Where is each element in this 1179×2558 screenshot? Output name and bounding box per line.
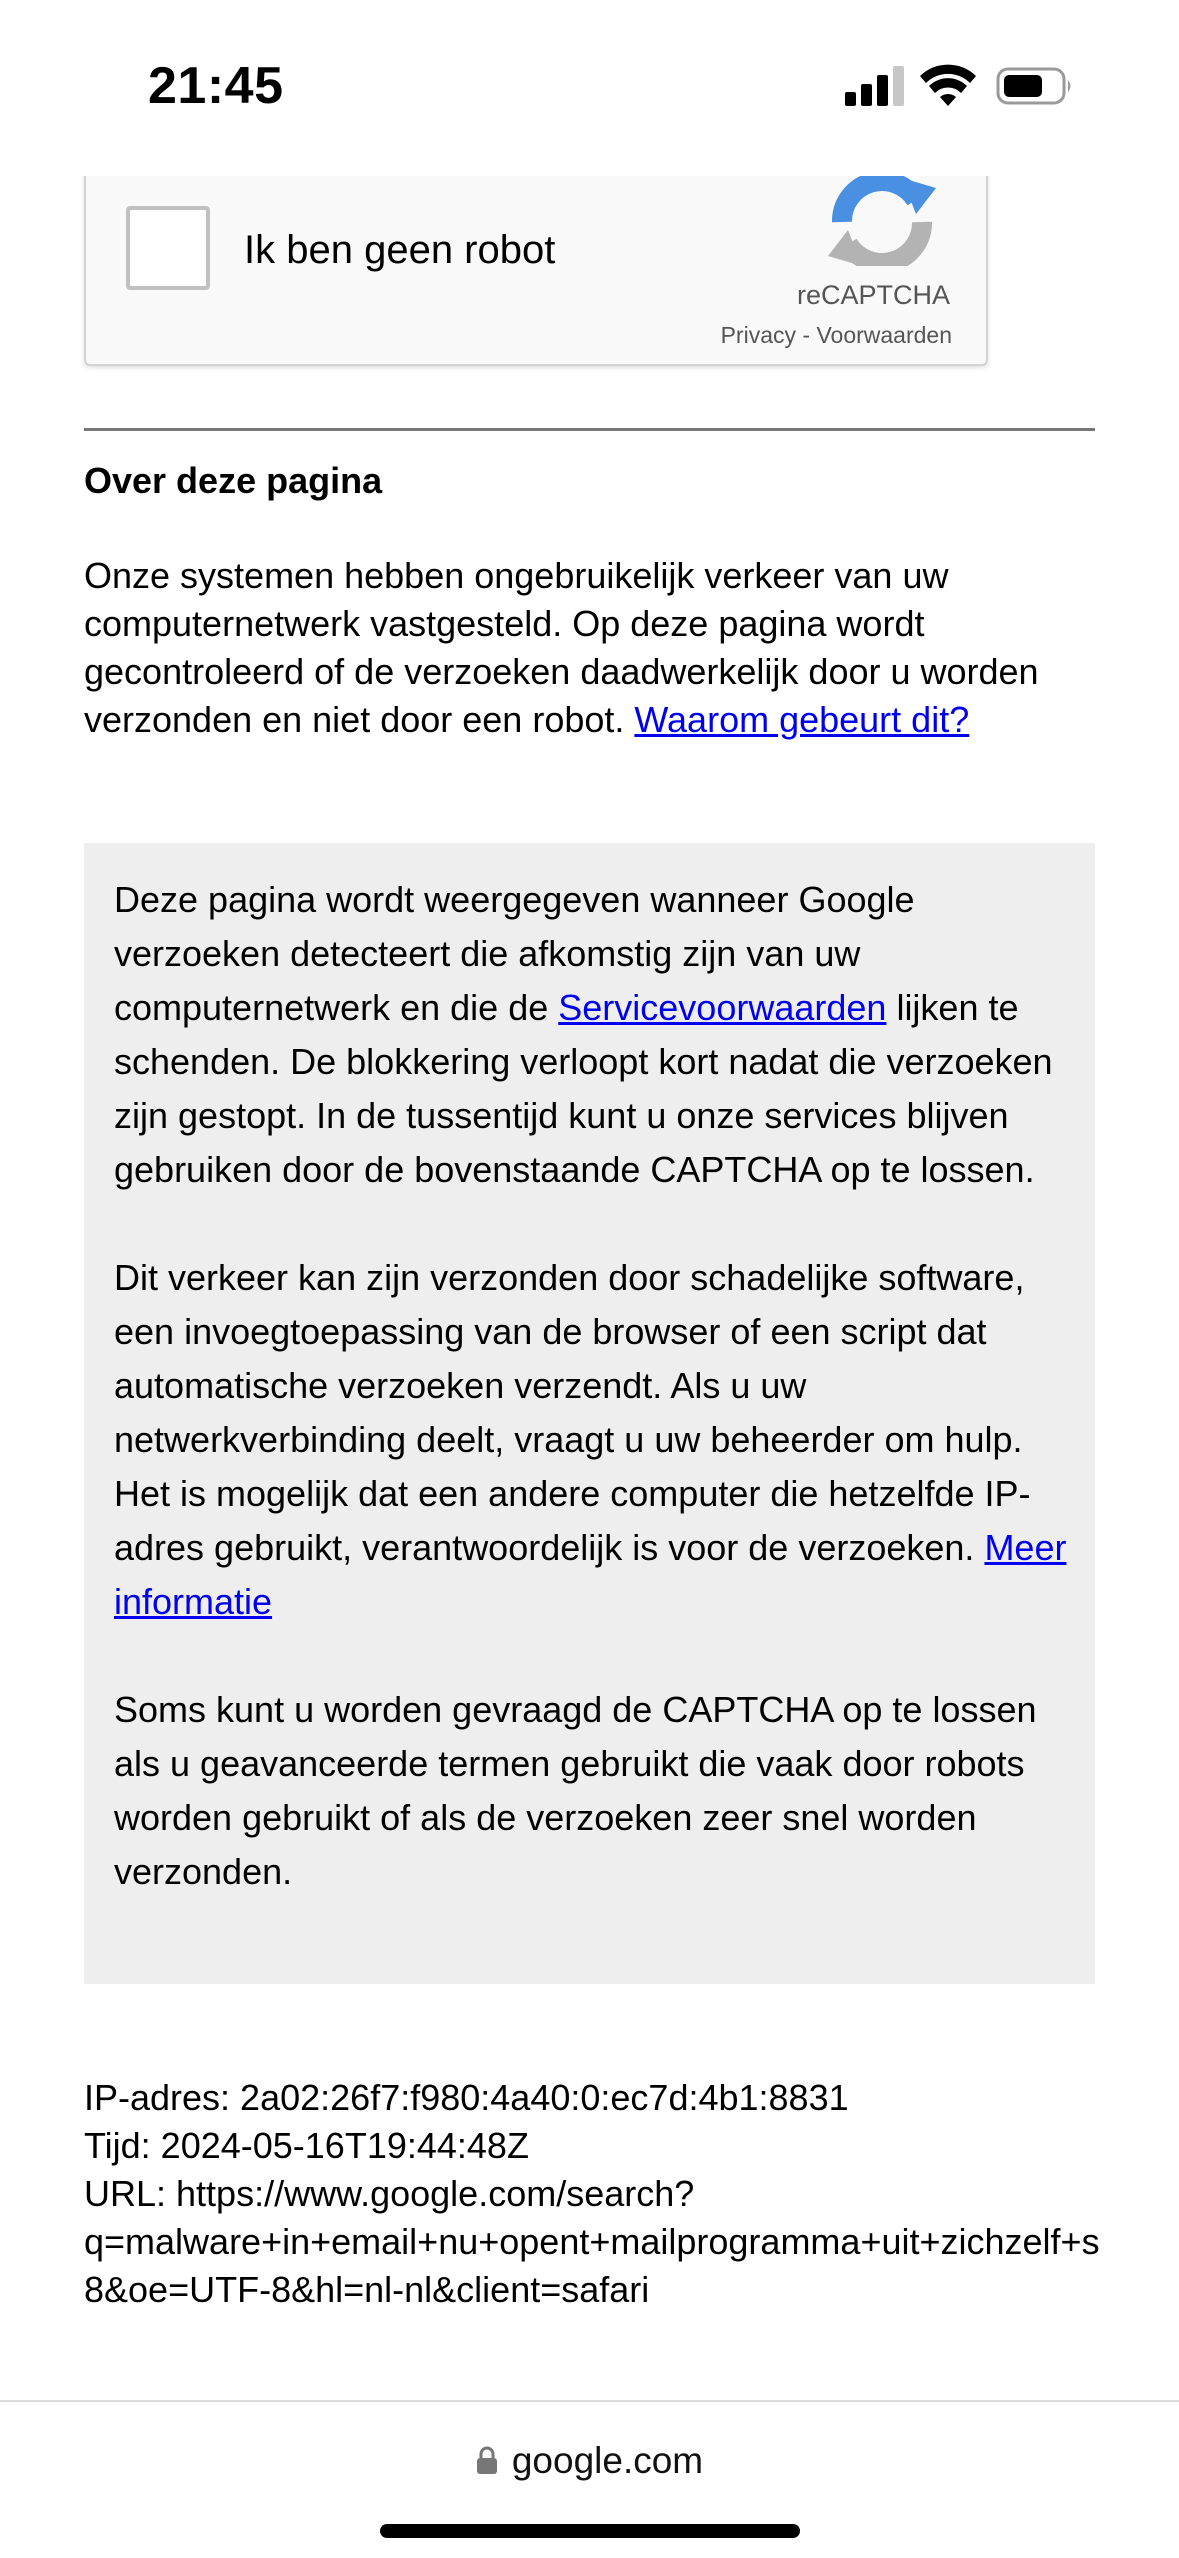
info-paragraph-2 bbox=[114, 1251, 1067, 1629]
intro-text: Onze systemen hebben ongebruikelijk verkeer van uw computernetwerk vastgesteld. Op deze pagina wordt gecontroleerd of de verzoeken daadwerkelijk door u worden verzonden en niet door een robot. bbox=[84, 555, 1039, 740]
recaptcha-link-separator: - bbox=[796, 322, 817, 348]
recaptcha-logo-icon bbox=[824, 170, 940, 266]
request-url-line-3: 8&oe=UTF-8&hl=nl-nl&client=safari bbox=[84, 2269, 650, 2310]
recaptcha-label[interactable]: Ik ben geen robot bbox=[244, 228, 556, 272]
terms-of-service-link[interactable]: Servicevoorwaarden bbox=[558, 987, 887, 1028]
info-p1-text: Deze pagina wordt weergegeven wanneer Google verzoeken detecteert die afkomstig zijn van uw computernetwerk en die de bbox=[114, 879, 915, 1028]
info-p2-text: Dit verkeer kan zijn verzonden door schadelijke software, een invoegtoepassing van de browser of een script dat automatische verzoeken verzendt. Als u uw netwerkverbinding deelt, vraagt u uw beheerder om hulp. Het is mogelijk dat een andere computer die hetzelfde IP-adres gebruikt, verantwoordelijk is voor de verzoeken. bbox=[114, 1257, 1031, 1568]
request-details bbox=[84, 2074, 1100, 2314]
request-url-line-2: q=malware+in+email+nu+opent+mailprogramma+uit+zichzelf+s bbox=[84, 2221, 1100, 2262]
recaptcha-widget bbox=[84, 150, 988, 366]
battery-icon bbox=[996, 67, 1074, 105]
status-time: 21:45 bbox=[148, 57, 284, 115]
ip-address: IP-adres: 2a02:26f7:f980:4a40:0:ec7d:4b1:8831 bbox=[84, 2077, 849, 2118]
cellular-signal-icon bbox=[845, 66, 905, 106]
recaptcha-links bbox=[721, 322, 952, 349]
info-paragraph-3: Soms kunt u worden gevraagd de CAPTCHA op te lossen als u geavanceerde termen gebruikt die vaak door robots worden gebruikt of als de verzoeken zeer snel worden verzonden. bbox=[114, 1689, 1037, 1892]
page-title: Over deze pagina bbox=[84, 460, 383, 501]
info-box bbox=[84, 843, 1095, 1984]
address-bar-domain: google.com bbox=[511, 2440, 704, 2481]
lock-icon bbox=[476, 2445, 498, 2475]
status-bar bbox=[0, 0, 1179, 176]
section-divider bbox=[84, 428, 1095, 431]
wifi-icon bbox=[920, 62, 976, 108]
more-info-link[interactable]: Meer informatie bbox=[114, 1527, 1067, 1622]
why-link[interactable]: Waarom gebeurt dit? bbox=[634, 699, 970, 740]
recaptcha-privacy-link[interactable]: Privacy bbox=[720, 322, 796, 348]
address-bar[interactable] bbox=[0, 2440, 1179, 2482]
intro-paragraph bbox=[84, 552, 1084, 744]
info-paragraph-1 bbox=[114, 873, 1067, 1197]
home-indicator[interactable] bbox=[380, 2524, 800, 2538]
browser-bottom-bar bbox=[0, 2400, 1179, 2558]
recaptcha-terms-link[interactable]: Voorwaarden bbox=[816, 322, 952, 348]
recaptcha-brand: reCAPTCHA bbox=[796, 280, 950, 310]
request-time: Tijd: 2024-05-16T19:44:48Z bbox=[84, 2125, 529, 2166]
recaptcha-checkbox[interactable] bbox=[126, 206, 210, 290]
info-p1-text-end: lijken te schenden. De blokkering verloopt kort nadat die verzoeken zijn gestopt. In de tussentijd kunt u onze services blijven gebruiken door de bovenstaande CAPTCHA op te lossen. bbox=[114, 987, 1053, 1190]
request-url-line-1: URL: https://www.google.com/search? bbox=[84, 2173, 695, 2214]
